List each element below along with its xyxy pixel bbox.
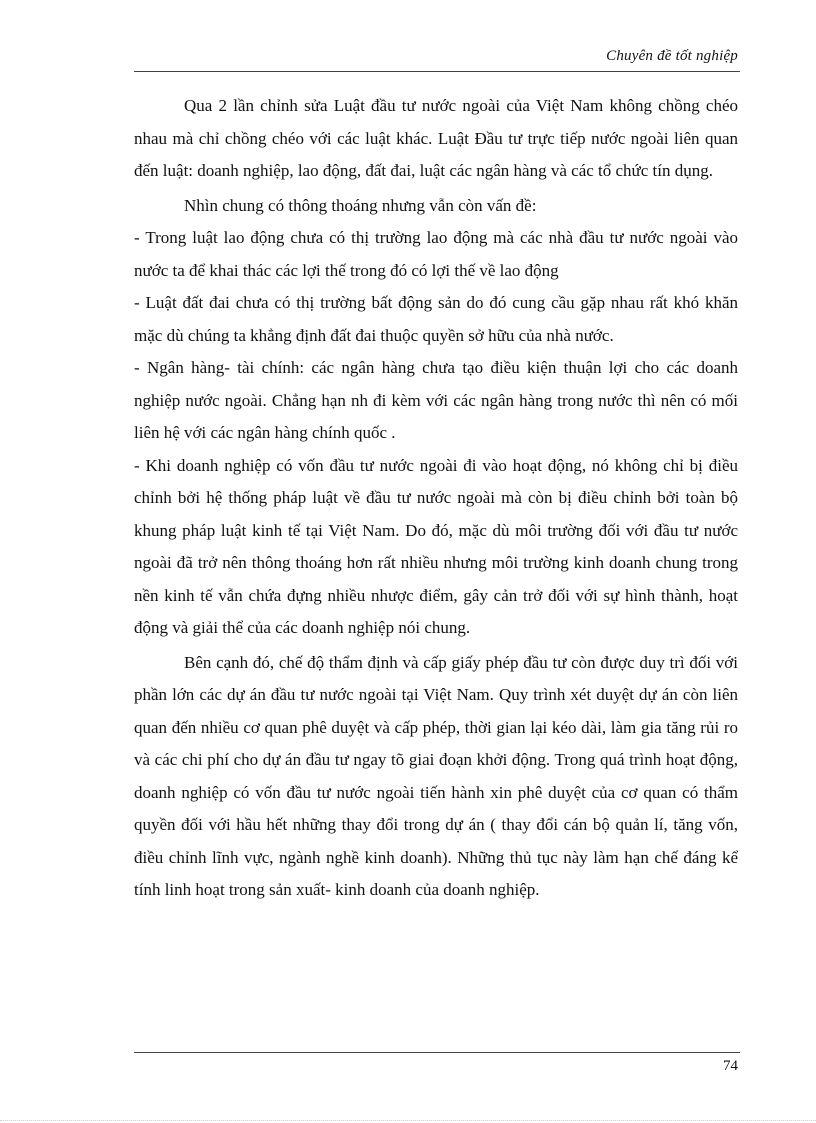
page-bottom-border bbox=[0, 1120, 816, 1121]
paragraph-summary: Nhìn chung có thông thoáng nhưng vẫn còn vấn đề: bbox=[184, 195, 537, 215]
bullet-labor: - Trong luật lao động chưa có thị trường lao động mà các nhà đầu tư nước ngoài vào nước ta để khai thác các lợi thế trong đó có lợi thế về lao động bbox=[134, 228, 738, 280]
paragraph-licensing: Bên cạnh đó, chế độ thẩm định và cấp giấy phép đầu tư còn được duy trì đối với phần lớn các dự án đầu tư nước ngoài tại Việt Nam. Quy trình xét duyệt dự án còn liên quan đến nhiều cơ quan phê duyệt và cấp phép, thời gian lại kéo dài, làm gia tăng rủi ro và các chi phí cho dự án đầu tư ngay tõ giai đoạn khởi động. Trong quá trình hoạt động, doanh nghiệp có vốn đầu tư nước ngoài tiến hành xin phê duyệt của cơ quan có thẩm quyền đối với hầu hết những thay đổi trong dự án ( thay đổi cán bộ quản lí, tăng vốn, điều chỉnh lĩnh vực, ngành nghề kinh doanh). Những thủ tục này làm hạn chế đáng kể tính linh hoạt trong sản xuất- kinh doanh của doanh nghiệp. bbox=[134, 652, 738, 899]
body-text bbox=[134, 90, 738, 907]
bullet-banking: - Ngân hàng- tài chính: các ngân hàng chưa tạo điều kiện thuận lợi cho các doanh nghiệp nước ngoài. Chẳng hạn nh đi kèm với các ngân hàng trong nước thì nên có mối liên hệ với các ngân hàng chính quốc . bbox=[134, 358, 738, 442]
bullet-enterprise: - Khi doanh nghiệp có vốn đầu tư nước ngoài đi vào hoạt động, nó không chỉ bị điều chỉnh bởi hệ thống pháp luật về đầu tư nước ngoài mà còn bị điều chỉnh bởi toàn bộ khung pháp luật kinh tế tại Việt Nam. Do đó, mặc dù môi trường đối với đầu tư nước ngoài đã trở nên thông thoáng hơn rất nhiều nhưng môi trường kinh doanh chung trong nền kinh tế vẫn chứa đựng nhiều nhược điểm, gây cản trở đối với sự hình thành, hoạt động và giải thể của các doanh nghiệp nói chung. bbox=[134, 455, 738, 637]
page-number: 74 bbox=[723, 1058, 738, 1074]
paragraph-intro: Qua 2 lần chỉnh sửa Luật đầu tư nước ngoài của Việt Nam không chồng chéo nhau mà chỉ chồng chéo với các luật khác. Luật Đầu tư trực tiếp nước ngoài liên quan đến luật: doanh nghiệp, lao động, đất đai, luật các ngân hàng và các tổ chức tín dụng. bbox=[134, 96, 738, 180]
running-header: Chuyên đề tốt nghiệp bbox=[606, 48, 738, 64]
bullet-land: - Luật đất đai chưa có thị trường bất động sản do đó cung cầu gặp nhau rất khó khăn mặc dù chúng ta khẳng định đất đai thuộc quyền sở hữu của nhà nước. bbox=[134, 293, 738, 345]
footer-divider bbox=[134, 1052, 740, 1053]
header-divider bbox=[134, 71, 740, 72]
